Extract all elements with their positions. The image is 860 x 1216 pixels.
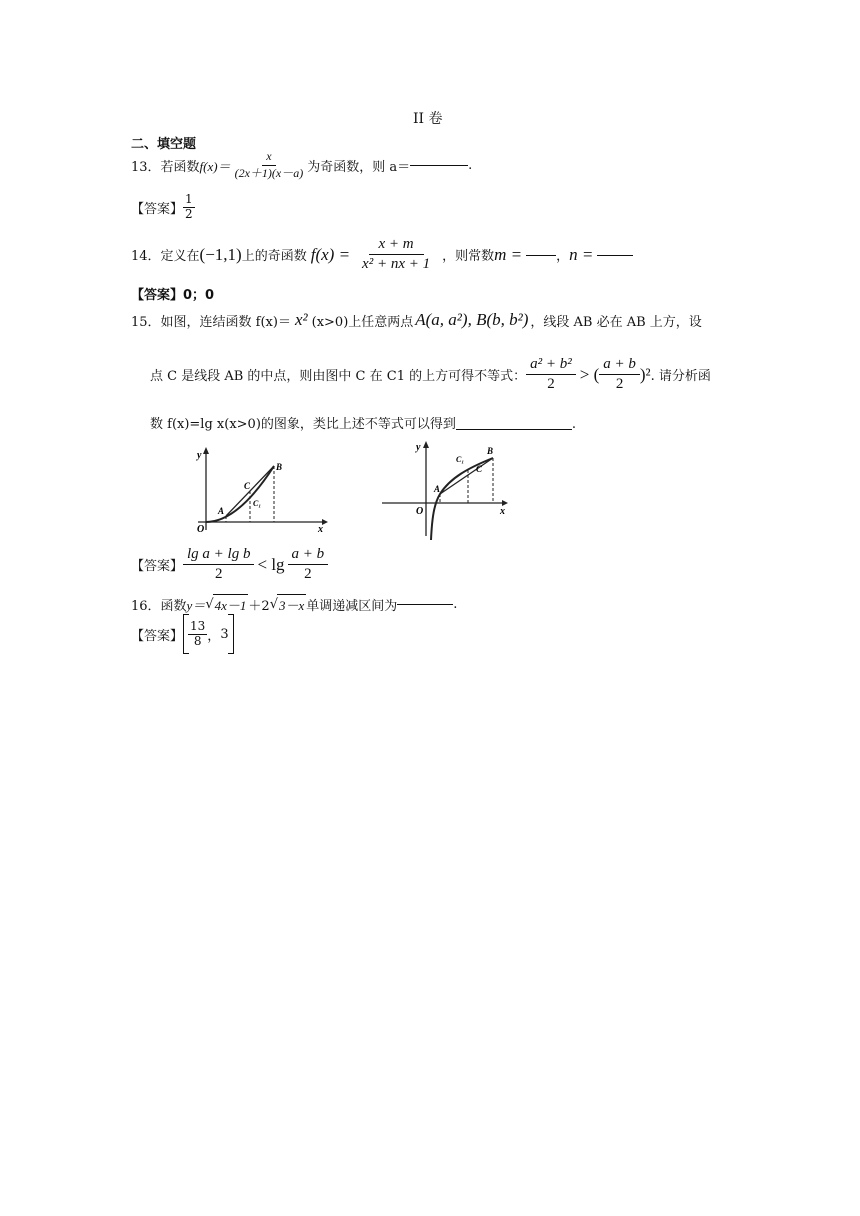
q13-end: . [468, 157, 473, 173]
q14-mid: 上的奇函数 [241, 249, 307, 265]
figure1-b-label: B [276, 462, 283, 472]
q14-fx: f(x) = [310, 244, 351, 264]
q15-answer-den: 2 [215, 566, 223, 583]
q13-answer-den: 2 [185, 206, 193, 221]
q16-answer-num: 13 [190, 618, 206, 633]
figure2-y-label: y [416, 442, 421, 453]
q15-answer-fraction-2 [288, 546, 329, 584]
figure2-chord [440, 458, 493, 494]
q15-points: A(a, a²), B(b, b²) [415, 310, 529, 329]
q13-fraction [231, 150, 308, 181]
figure-logarithm [378, 436, 514, 542]
q13-answer-num: 1 [185, 192, 193, 206]
figure2-a-label: A [434, 484, 441, 494]
q15-line2-b: . 请分析函 [650, 369, 711, 385]
answer-label: 【答案】 [131, 559, 184, 575]
figure1-y-label: y [197, 450, 202, 461]
answer-label: 【答案】 [131, 288, 184, 303]
q15-line1-a: 15．如图，连结函数 f(x)＝ [131, 314, 291, 330]
figure1-y-arrow [203, 447, 209, 454]
section-heading: 二、填空题 [131, 137, 197, 152]
q14-lead: 14．定义在 [131, 249, 200, 265]
answer-16 [131, 614, 234, 654]
question-13 [131, 150, 472, 181]
q13-answer-fraction [183, 193, 195, 222]
q16-radicand-2: 3－x [277, 594, 306, 614]
q16-answer-interval [183, 614, 234, 654]
q15-fx-power: x² [294, 310, 308, 329]
q16-sqrt-sign-1: √ [205, 596, 214, 612]
q16-radicand-1: 4x－1 [213, 594, 249, 614]
q14-tail: ，则常数 [442, 249, 495, 265]
question-15-line-1 [131, 310, 702, 330]
q15-answer-den-2: 2 [304, 566, 312, 583]
q14-fraction [354, 236, 438, 274]
q15-ineq-gt: > ( [579, 364, 600, 384]
q13-tail: 为奇函数，则 a＝ [307, 159, 411, 175]
q15-line2-a: 点 C 是线段 AB 的中点，则由图中 C 在 C1 的上方可得不等式： [150, 369, 527, 385]
q16-answer-den: 8 [193, 633, 202, 648]
q16-plus: ＋2 [248, 598, 270, 614]
answer-14 [131, 284, 214, 303]
figure1-c-label: C [244, 481, 251, 491]
q13-number: 13．若函数 [131, 159, 200, 175]
figure1-a-label: A [218, 506, 225, 516]
q16-end: . [453, 596, 458, 612]
figure2-y-arrow [423, 441, 429, 448]
figure2-x-label: x [500, 506, 505, 517]
figure1-origin-label: O [197, 524, 205, 534]
q15-ineq-num: a² + b² [526, 356, 576, 375]
figure2-origin-label: O [416, 506, 424, 517]
question-14 [131, 236, 633, 274]
q16-tail: 单调递减区间为 [306, 598, 398, 614]
q15-ineq-fraction-1 [526, 356, 576, 394]
q13-numerator: x [262, 150, 275, 166]
q16-y: y＝ [186, 597, 206, 613]
q16-answer-end: 3 [220, 626, 229, 642]
q14-m-blank[interactable] [526, 254, 556, 256]
figure-parabola [190, 446, 330, 534]
figure1-x-label: x [318, 524, 323, 534]
q14-answer: 0；0 [183, 288, 215, 303]
volume-title: II 卷 [413, 111, 443, 127]
q15-line1-c: ，线段 AB 必在 AB 上方，设 [530, 314, 702, 330]
answer-label: 【答案】 [131, 628, 184, 644]
answer-13 [131, 193, 195, 222]
q16-sqrt-sign-2: √ [269, 596, 278, 612]
q16-answer-blank[interactable] [397, 603, 453, 605]
q13-fx: f(x)＝ [199, 158, 231, 174]
q15-ineq-num-2: a + b [599, 356, 640, 375]
q16-answer-fraction [188, 620, 207, 649]
q15-answer-blank[interactable] [456, 428, 572, 430]
question-15-line-2 [150, 356, 711, 394]
q15-line3: 数 f(x)=lg x(x>0)的图象，类比上述不等式可以得到 [150, 417, 456, 432]
q14-denominator: x² + nx + 1 [362, 256, 431, 273]
q14-m-label: m = [494, 244, 523, 264]
q14-numerator: x + m [369, 236, 424, 255]
q13-answer-blank[interactable] [410, 164, 468, 166]
q15-line3-end: . [571, 417, 577, 432]
q15-ineq-close: )² [639, 364, 651, 384]
question-16 [131, 594, 457, 614]
q15-answer-lt: < lg [257, 554, 285, 574]
figure2-c1-label: C₁ [456, 455, 465, 464]
q15-line1-b: (x>0)上任意两点 [311, 314, 414, 330]
answer-label: 【答案】 [131, 201, 184, 217]
q15-answer-num-2: a + b [288, 546, 329, 565]
answer-15 [131, 546, 328, 584]
question-15-line-3 [150, 413, 576, 432]
figure1-curve [206, 466, 274, 522]
q16-answer-sep: ， [207, 628, 221, 644]
figure2-c-label: C [476, 464, 483, 474]
q14-interval: (−1,1) [199, 244, 242, 264]
q15-ineq-den-2: 2 [615, 376, 624, 393]
figure2-b-label: B [487, 446, 494, 456]
q14-n-blank[interactable] [597, 254, 633, 256]
figure1-c1-label: C₁ [253, 499, 262, 508]
q16-lead: 16．函数 [131, 598, 187, 614]
q15-answer-fraction-1 [183, 546, 254, 584]
q13-denominator: (2x＋1)(x－a) [234, 165, 304, 180]
q14-sep: ， [556, 249, 570, 265]
q15-answer-num: lg a + lg b [183, 546, 254, 565]
q15-ineq-fraction-2 [599, 356, 640, 394]
q15-ineq-den: 2 [547, 376, 555, 393]
q14-n-label: n = [569, 244, 594, 264]
